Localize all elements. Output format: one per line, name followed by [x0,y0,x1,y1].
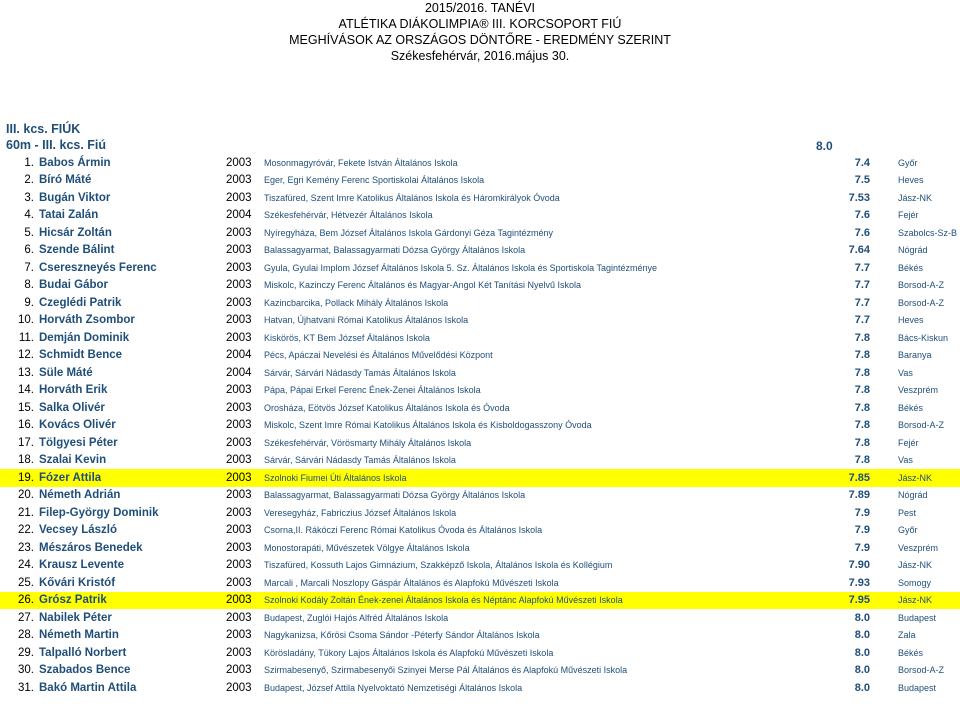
place-cell: 30. [18,664,34,677]
birth-year: 2003 [226,419,252,432]
school-name: Székesfehérvár, Hétvezér Általános Iskola [264,210,433,221]
birth-year: 2003 [226,469,264,487]
header-line-year: 2015/2016. TANÉVI [424,1,536,15]
place-cell: 19. [0,469,36,487]
place-cell: 25. [18,576,34,589]
athlete-name: Szalai Kevin [39,454,107,467]
athlete-name: Süle Máté [39,366,93,379]
county-name: Győr [898,157,918,168]
result-time: 8.0 [854,664,870,677]
school-name: Körösladány, Tükory Lajos Általános Iskola és Alapfokú Művészeti Iskola [264,647,554,658]
result-time: 7.7 [854,296,870,309]
county-name: Jász-NK [898,469,960,487]
result-time: 8.0 [854,681,870,694]
athlete-name: Hicsár Zoltán [39,226,112,239]
athlete-name: Grósz Patrik [36,592,226,610]
school-name: Miskolc, Kazinczy Ferenc Általános és Magyar-Angol Két Tanítási Nyelvű Iskola [264,280,581,291]
birth-year: 2004 [226,366,252,379]
place-cell: 15. [18,401,34,414]
birth-year: 2003 [226,174,252,187]
school-name: Balassagyarmat, Balassagyarmati Dózsa György Általános Iskola [264,490,526,501]
birth-year: 2003 [226,156,252,169]
county-name: Nógrád [898,490,928,501]
birth-year: 2004 [226,349,252,362]
birth-year: 2003 [226,559,252,572]
table-row [0,399,960,417]
birth-year: 2003 [226,279,252,292]
county-name: Győr [898,525,918,536]
school-name: Eger, Egri Kemény Ferenc Sportiskolai Általános Iskola [264,175,485,186]
school-name: Budapest, Zuglói Hajós Alfréd Általános Iskola [264,612,449,623]
result-time: 7.8 [854,454,870,467]
school-name: Nagykanizsa, Kőrösi Csoma Sándor -Péterfy Sándor Általános Iskola [264,630,540,641]
county-name: Pest [898,507,917,518]
athlete-name: Vecsey László [39,524,117,537]
county-name: Heves [898,175,924,186]
county-name: Budapest [898,612,937,623]
place-cell: 5. [24,226,34,239]
birth-year: 2003 [226,331,252,344]
birth-year: 2003 [226,384,252,397]
table-row [0,662,960,680]
result-time: 8.0 [854,629,870,642]
county-name: Jász-NK [898,592,960,610]
athlete-name: Kővári Kristóf [39,576,116,589]
place-cell: 21. [18,506,34,519]
event-heading: 60m - III. kcs. Fiú [6,138,107,152]
birth-year: 2003 [226,524,252,537]
place-cell: 11. [18,331,34,344]
school-name: Veresegyház, Fabriczius József Általános Iskola [264,507,457,518]
county-name: Békés [898,647,924,658]
athlete-name: Fózer Attila [36,469,226,487]
place-cell: 9. [24,296,34,309]
birth-year: 2003 [226,191,252,204]
county-name: Baranya [898,350,932,361]
school-name: Balassagyarmat, Balassagyarmati Dózsa György Általános Iskola [264,245,526,256]
place-cell: 16. [18,419,34,432]
athlete-name: Szabados Bence [39,664,131,677]
athlete-name: Budai Gábor [39,279,109,292]
group-heading: III. kcs. FIÚK [6,122,81,136]
school-name: Hatvan, Újhatvani Római Katolikus Általános Iskola [264,315,469,326]
school-name: Sárvár, Sárvári Nádasdy Tamás Általános Iskola [264,455,456,466]
place-cell: 18. [18,454,34,467]
birth-year: 2003 [226,611,252,624]
table-row [0,434,960,452]
county-name: Békés [898,402,924,413]
school-name: Csorna,II. Rákóczi Ferenc Római Katolikus Óvoda és Általános Iskola [264,525,543,536]
result-time: 7.8 [854,331,870,344]
event-heading-row [0,138,960,154]
county-name: Somogy [898,577,932,588]
county-name: Fejér [898,437,919,448]
county-name: Bács-Kiskun [898,332,949,343]
result-time: 8.0 [854,646,870,659]
athlete-name: Demján Dominik [39,331,130,344]
athlete-name: Tölgyesi Péter [39,436,118,449]
athlete-name: Salka Olivér [39,401,105,414]
county-name: Borsod-A-Z [898,297,945,308]
table-row [0,154,960,172]
table-row [0,592,960,610]
table-row [0,469,960,487]
county-name: Jász-NK [898,560,933,571]
school-name: Szolnoki Fiumei Úti Általános Iskola [264,469,810,487]
school-name: Sárvár, Sárvári Nádasdy Tamás Általános Iskola [264,367,456,378]
birth-year: 2003 [226,244,252,257]
table-row [0,417,960,435]
athlete-name: Talpalló Norbert [39,646,127,659]
header-line-place-date: Székesfehérvár, 2016.május 30. [390,49,570,63]
school-name: Monostorapáti, Művészetek Völgye Általános Iskola [264,542,470,553]
table-row [0,452,960,470]
school-name: Kazincbarcika, Pollack Mihály Általános Iskola [264,297,449,308]
athlete-name: Szende Bálint [39,244,115,257]
athlete-name: Bugán Viktor [39,191,111,204]
table-row [0,644,960,662]
place-cell: 22. [18,524,34,537]
county-name: Vas [898,367,913,378]
result-time: 7.6 [854,209,870,222]
result-time: 7.8 [854,401,870,414]
table-row [0,504,960,522]
result-time: 7.8 [854,436,870,449]
place-cell: 29. [18,646,34,659]
result-time: 7.53 [848,191,870,204]
birth-year: 2003 [226,506,252,519]
birth-year: 2003 [226,681,252,694]
school-name: Pápa, Pápai Erkel Ferenc Ének-Zenei Általános Iskola [264,385,481,396]
result-time: 7.9 [854,506,870,519]
athlete-name: Horváth Zsombor [39,314,135,327]
school-name: Tiszafüred, Kossuth Lajos Gimnázium, Szakképző Iskola, Általános Iskola és Kollégium [264,560,613,571]
table-row [0,172,960,190]
athlete-name: Csereszneyés Ferenc [39,261,157,274]
result-time: 7.7 [854,279,870,292]
county-name: Borsod-A-Z [898,280,945,291]
county-name: Heves [898,315,924,326]
athlete-name: Filep-György Dominik [39,506,159,519]
result-time: 7.7 [854,314,870,327]
county-name: Fejér [898,210,919,221]
table-row [0,539,960,557]
table-row [0,277,960,295]
result-time: 7.4 [854,156,870,169]
school-name: Orosháza, Eötvös József Katolikus Általános Iskola és Óvoda [264,402,510,413]
result-time: 7.7 [854,261,870,274]
place-cell: 12. [18,349,34,362]
place-cell: 3. [24,191,34,204]
school-name: Tiszafüred, Szent Imre Katolikus Általános Iskola és Háromkirályok Óvoda [264,192,560,203]
table-row [0,189,960,207]
place-cell: 7. [24,261,34,274]
result-time: 7.64 [848,244,870,257]
county-name: Vas [898,455,913,466]
result-time: 7.8 [854,419,870,432]
birth-year: 2003 [226,629,252,642]
result-time: 7.8 [854,384,870,397]
athlete-name: Németh Adrián [39,489,121,502]
athlete-name: Bíró Máté [39,174,92,187]
birth-year: 2003 [226,454,252,467]
county-name: Borsod-A-Z [898,665,945,676]
school-name: Pécs, Apáczai Nevelési és Általános Művelődési Központ [264,350,493,361]
county-name: Budapest [898,682,937,693]
table-row [0,609,960,627]
birth-year: 2003 [226,576,252,589]
table-row [0,627,960,645]
athlete-name: Mészáros Benedek [39,541,143,554]
table-row [0,259,960,277]
table-row [0,487,960,505]
county-name: Zala [898,630,916,641]
place-cell: 2. [24,174,34,187]
athlete-name: Schmidt Bence [39,349,123,362]
county-name: Nógrád [898,245,928,256]
birth-year: 2003 [226,296,252,309]
place-cell: 17. [18,436,34,449]
table-row [0,242,960,260]
table-row [0,294,960,312]
birth-year: 2003 [226,489,252,502]
athlete-name: Czeglédi Patrik [39,296,122,309]
athlete-name: Bakó Martin Attila [39,681,137,694]
school-name: Szolnoki Kodály Zoltán Ének-zenei Általános Iskola és Néptánc Alapfokú Művészeti Iskola [264,592,810,610]
school-name: Gyula, Gyulai Implom József Általános Iskola 5. Sz. Általános Iskola és Sportiskola Tagintézménye [264,262,658,273]
results-table-body [0,154,960,697]
qualifying-limit: 8.0 [816,139,833,153]
athlete-name: Krausz Levente [39,559,125,572]
county-name: Békés [898,262,924,273]
school-name: Miskolc, Szent Imre Római Katolikus Általános Iskola és Kisboldogasszony Óvoda [264,420,592,431]
result-time: 7.8 [854,349,870,362]
table-row [0,574,960,592]
school-name: Budapest, József Attila Nyelvoktató Nemzetiségi Általános Iskola [264,682,523,693]
birth-year: 2003 [226,401,252,414]
birth-year: 2003 [226,226,252,239]
place-cell: 4. [24,209,34,222]
school-name: Kiskörös, KT Bem József Általános Iskola [264,332,430,343]
birth-year: 2004 [226,209,252,222]
place-cell: 20. [18,489,34,502]
place-cell: 10. [18,314,34,327]
place-cell: 31. [18,681,34,694]
table-row [0,312,960,330]
table-row [0,364,960,382]
school-name: Székesfehérvár, Vörösmarty Mihály Általános Iskola [264,437,472,448]
table-row [0,679,960,697]
result-time: 7.8 [854,366,870,379]
header-line-title: MEGHÍVÁSOK AZ ORSZÁGOS DÖNTŐRE - EREDMÉNY SZERINT [289,33,671,47]
result-time: 7.93 [848,576,870,589]
birth-year: 2003 [226,646,252,659]
birth-year: 2003 [226,664,252,677]
result-time: 7.5 [854,174,870,187]
place-cell: 14. [18,384,34,397]
table-row [0,329,960,347]
place-cell: 6. [24,244,34,257]
place-cell: 28. [18,629,34,642]
table-row [0,382,960,400]
county-name: Jász-NK [898,192,933,203]
county-name: Szabolcs-Sz-B [898,227,958,238]
athlete-name: Babos Ármin [39,156,111,169]
table-row [0,207,960,225]
results-table [0,154,960,697]
place-cell: 1. [24,156,34,169]
header-line-event: ATLÉTIKA DIÁKOLIMPIA® III. KORCSOPORT FIÚ [338,17,622,31]
county-name: Veszprém [898,542,939,553]
result-time: 7.9 [854,541,870,554]
county-name: Veszprém [898,385,939,396]
place-cell: 27. [18,611,34,624]
school-name: Marcali , Marcali Noszlopy Gáspár Általános és Alapfokú Művészeti Iskola [264,577,559,588]
athlete-name: Kovács Olivér [39,419,116,432]
place-cell: 24. [18,559,34,572]
document-header [0,0,960,64]
result-time: 7.6 [854,226,870,239]
place-cell: 26. [0,592,36,610]
table-row [0,224,960,242]
birth-year: 2003 [226,592,264,610]
place-cell: 8. [24,279,34,292]
result-time: 8.0 [854,611,870,624]
place-cell: 23. [18,541,34,554]
result-time: 7.95 [810,592,898,610]
result-time: 7.85 [810,469,898,487]
athlete-name: Nabilek Péter [39,611,112,624]
result-time: 7.90 [848,559,870,572]
birth-year: 2003 [226,436,252,449]
athlete-name: Horváth Erik [39,384,108,397]
school-name: Nyíregyháza, Bem József Általános Iskola Gárdonyi Géza Tagintézmény [264,227,553,238]
result-time: 7.9 [854,524,870,537]
birth-year: 2003 [226,261,252,274]
table-row [0,347,960,365]
table-row [0,522,960,540]
birth-year: 2003 [226,314,252,327]
county-name: Borsod-A-Z [898,420,945,431]
athlete-name: Tatai Zalán [39,209,99,222]
birth-year: 2003 [226,541,252,554]
athlete-name: Németh Martin [39,629,119,642]
school-name: Mosonmagyróvár, Fekete István Általános Iskola [264,157,458,168]
result-time: 7.89 [848,489,870,502]
place-cell: 13. [18,366,34,379]
table-row [0,557,960,575]
school-name: Szirmabesenyő, Szirmabesenyői Szinyei Merse Pál Általános és Alapfokú Művészeti Iskola [264,665,628,676]
